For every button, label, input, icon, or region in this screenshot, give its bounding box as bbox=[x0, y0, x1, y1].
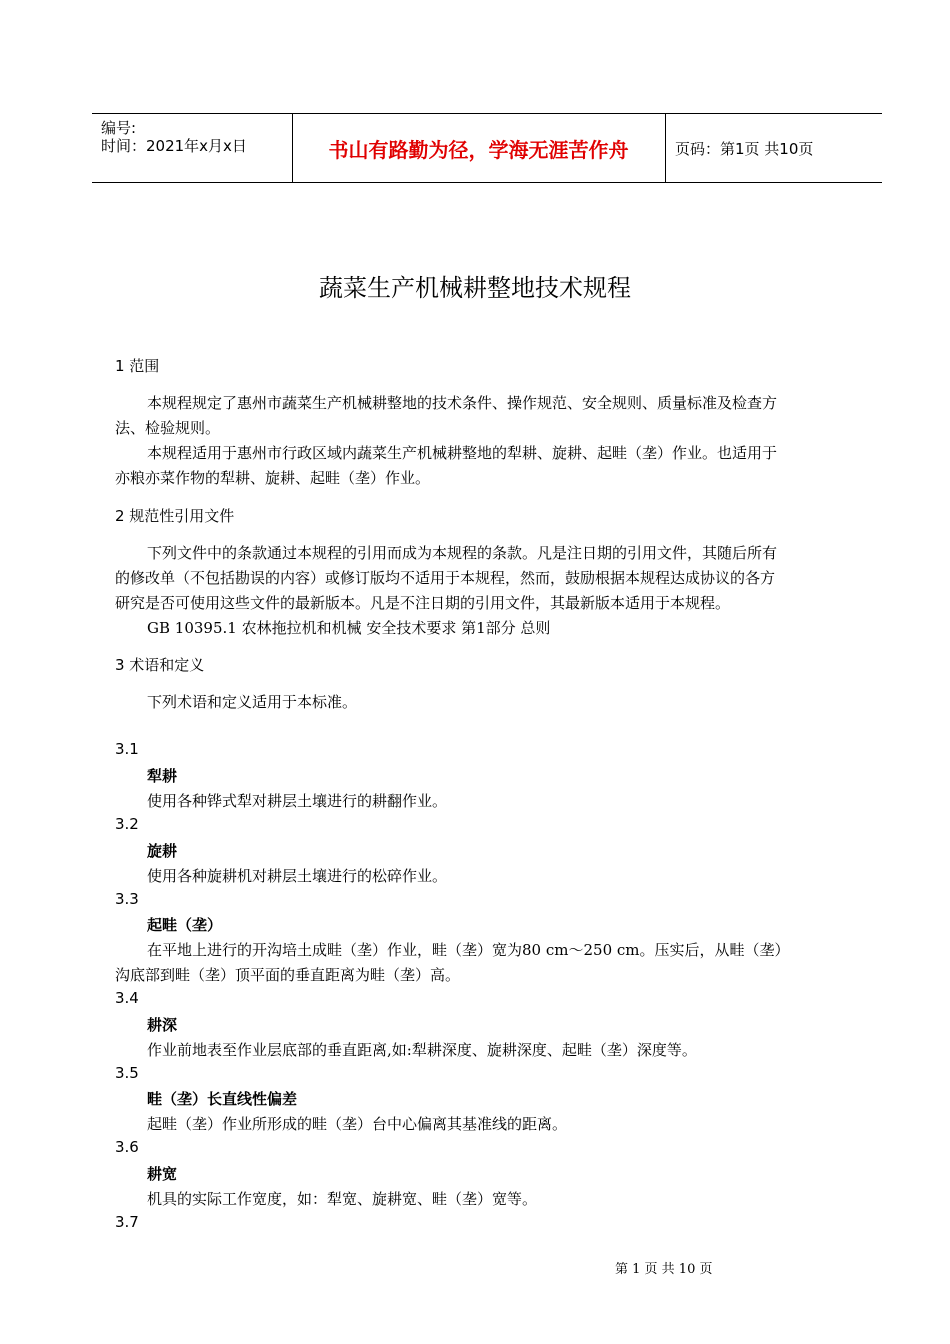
header-meta bbox=[92, 114, 293, 182]
document-title: 蔬菜生产机械耕整地技术规程 bbox=[319, 274, 631, 302]
term-definition: 在平地上进行的开沟培土成畦（垄）作业，畦（垄）宽为80 cm～250 cm。压实后，从畦（垄） bbox=[147, 941, 790, 959]
time-label: 时间：2021年x月x日 bbox=[101, 137, 247, 155]
term-number: 3.5 bbox=[115, 1064, 139, 1082]
term-number: 3.7 bbox=[115, 1213, 139, 1231]
reference-line: GB 10395.1 农林拖拉机和机械 安全技术要求 第1部分 总则 bbox=[147, 619, 551, 637]
section-heading: 1 范围 bbox=[115, 357, 160, 375]
term-name: 耕宽 bbox=[147, 1165, 178, 1183]
term-definition: 作业前地表至作业层底部的垂直距离,如:犁耕深度、旋耕深度、起畦（垄）深度等。 bbox=[147, 1041, 697, 1059]
term-name: 耕深 bbox=[147, 1016, 178, 1034]
term-definition: 使用各种旋耕机对耕层土壤进行的松碎作业。 bbox=[147, 867, 448, 885]
page-info: 页码：第1页 共10页 bbox=[675, 139, 814, 158]
body-line: 下列术语和定义适用于本标准。 bbox=[147, 693, 358, 711]
body-line: 的修改单（不包括勘误的内容）或修订版均不适用于本规程，然而，鼓励根据本规程达成协议的各方 bbox=[115, 569, 776, 587]
body-line: 本规程适用于惠州市行政区域内蔬菜生产机械耕整地的犁耕、旋耕、起畦（垄）作业。也适用于 bbox=[147, 444, 778, 462]
body-line: 本规程规定了惠州市蔬菜生产机械耕整地的技术条件、操作规范、安全规则、质量标准及检查方 bbox=[147, 394, 778, 412]
body-line: 亦粮亦菜作物的犁耕、旋耕、起畦（垄）作业。 bbox=[115, 469, 431, 487]
number-label: 编号: bbox=[101, 119, 137, 137]
document-header bbox=[92, 113, 882, 183]
term-number: 3.4 bbox=[115, 989, 139, 1007]
term-definition: 起畦（垄）作业所形成的畦（垄）台中心偏离其基准线的距离。 bbox=[147, 1115, 568, 1133]
term-name: 旋耕 bbox=[147, 842, 178, 860]
term-number: 3.1 bbox=[115, 740, 139, 758]
term-definition: 使用各种铧式犁对耕层土壤进行的耕翻作业。 bbox=[147, 792, 448, 810]
term-number: 3.2 bbox=[115, 815, 139, 833]
header-motto-cell bbox=[292, 114, 666, 182]
header-page-cell bbox=[666, 114, 882, 182]
term-definition: 机具的实际工作宽度，如：犁宽、旋耕宽、畦（垄）宽等。 bbox=[147, 1190, 538, 1208]
section-heading: 2 规范性引用文件 bbox=[115, 507, 235, 525]
body-line: 法、检验规则。 bbox=[115, 419, 221, 437]
body-line: 下列文件中的条款通过本规程的引用而成为本规程的条款。凡是注日期的引用文件，其随后所有 bbox=[147, 544, 778, 562]
body-line: 研究是否可使用这些文件的最新版本。凡是不注日期的引用文件，其最新版本适用于本规程。 bbox=[115, 594, 731, 612]
page-footer: 第 1 页 共 10 页 bbox=[615, 1262, 713, 1277]
term-definition: 沟底部到畦（垄）顶平面的垂直距离为畦（垄）高。 bbox=[115, 966, 461, 984]
term-name: 犁耕 bbox=[147, 767, 178, 785]
term-name: 起畦（垄） bbox=[147, 916, 223, 934]
term-number: 3.6 bbox=[115, 1138, 139, 1156]
section-heading: 3 术语和定义 bbox=[115, 656, 205, 674]
motto: 书山有路勤为径，学海无涯苦作舟 bbox=[328, 137, 629, 162]
term-name: 畦（垄）长直线性偏差 bbox=[147, 1090, 298, 1108]
term-number: 3.3 bbox=[115, 890, 139, 908]
